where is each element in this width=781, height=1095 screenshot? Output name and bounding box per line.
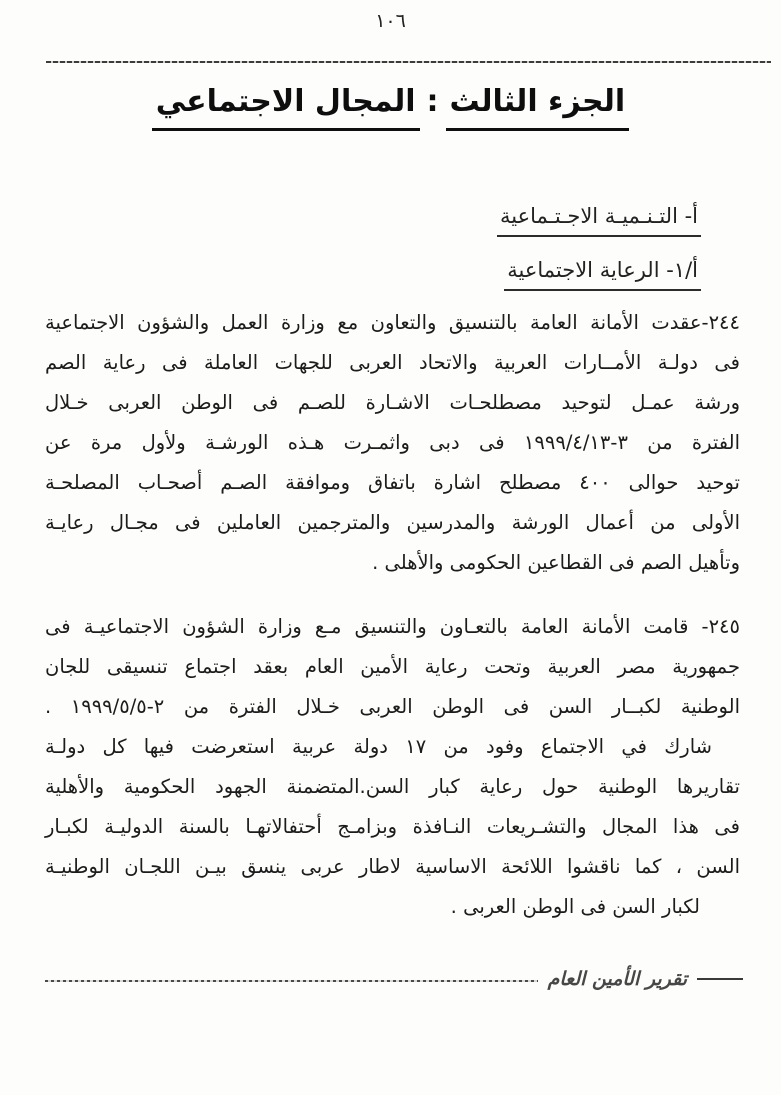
text-line: شارك في الاجتماع وفود من ١٧ دولة عربية استعرضت فيها كل دولـة <box>45 735 712 758</box>
paragraph-244 <box>45 303 740 583</box>
text-line: السن ، كما ناقشوا اللائحة الاساسية لاطار عربى ينسق بيـن اللجـان الوطنيـة <box>45 855 740 878</box>
footer-report-label: تقرير الأمين العام <box>547 968 687 990</box>
page-title-separator: : <box>426 84 439 119</box>
text-line: ورشة عمـل لتوحيد مصطلحـات الاشـارة للصـم فى الوطن العربى خـلال <box>45 391 740 414</box>
text-line: الأولى من أعمال الورشة والمدرسين والمترجمين العاملين فى مجـال رعايـة <box>45 511 740 534</box>
page-title-part2: المجال الاجتماعي <box>152 84 420 131</box>
text-line: تقاريرها الوطنية حول رعاية كبار السن.المتضمنة الجهود الحكومية والأهلية <box>45 775 740 798</box>
text-line: الفترة من ٣-١٩٩٩/٤/١٣ فى دبى واثمـرت هـذه الورشـة ولأول مرة عن <box>45 431 740 454</box>
text-line: فى هذا المجال والتشـريعات النـافذة وبزامـج أحتفالاتهـا بالسنة الدوليـة لكبـار <box>45 815 740 838</box>
page-title-part1: الجزء الثالث <box>446 84 630 131</box>
footer-dotted-line <box>45 980 538 982</box>
page-number: ١٠٦ <box>375 10 406 32</box>
section-heading-social-development: أ- التـنـميـة الاجـتـماعية <box>497 204 701 237</box>
text-line: توحيد حوالى ٤٠٠ مصطلح اشارة باتفاق وموافقة الصـم أصحـاب المصلحـة <box>45 471 740 494</box>
text-line: الوطنية لكبــار السن فى الوطن العربى خـلال الفترة من ٢-١٩٩٩/٥/٥ . <box>45 695 740 718</box>
page-title <box>0 84 781 131</box>
section-heading-social-care: أ/١- الرعاية الاجتماعية <box>504 258 701 291</box>
paragraph-245 <box>45 607 740 927</box>
text-line: فى دولـة الأمــارات العربية والاتحاد العربى للجهات العاملة فى رعاية الصم <box>45 351 740 374</box>
footer-dash-line <box>697 978 743 980</box>
text-line: جمهورية مصر العربية وتحت رعاية الأمين العام بعقد اجتماع تنسيقى للجان <box>45 655 740 678</box>
text-line: لكبار السن فى الوطن العربى . <box>450 895 700 918</box>
page-footer <box>45 962 743 996</box>
text-line: ٢٤٤-عقدت الأمانة العامة بالتنسيق والتعاون مع وزارة العمل والشؤون الاجتماعية <box>45 311 740 334</box>
text-line: ٢٤٥- قامت الأمانة العامة بالتعـاون والتنسيق مـع وزارة الشؤون الاجتماعيـة فى <box>45 615 740 638</box>
top-horizontal-rule <box>46 61 771 63</box>
text-line: وتأهيل الصم فى القطاعين الحكومى والأهلى . <box>372 551 740 574</box>
